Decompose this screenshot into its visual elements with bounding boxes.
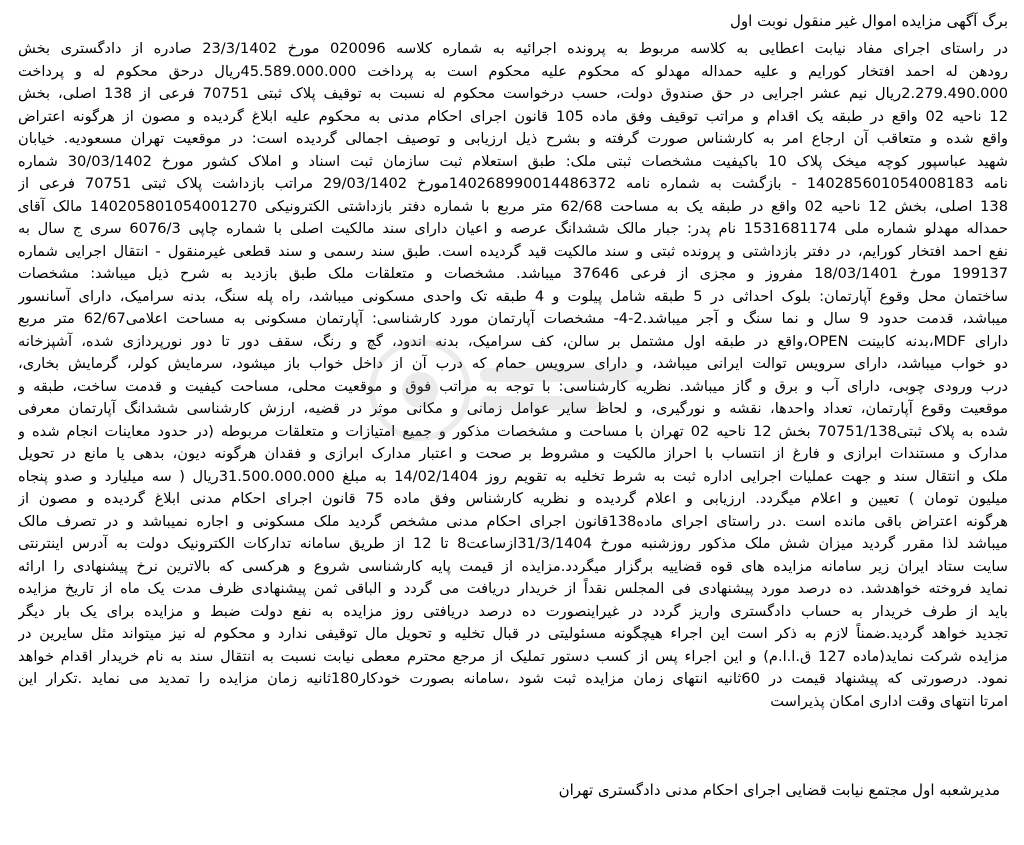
body-line-20: ملک و انتقال سند و جهت عملیات اجرایی اداره ثبت به شرط تخلیه به تقویم روز 14/02/1404 به مبلغ 31.500.000.000ریال ( سه میلیارد و صدو پنجاه xyxy=(18,467,1008,485)
notice-title: برگ آگهی مزایده اموال غیر منقول نوبت اول xyxy=(730,12,1008,30)
body-line-29: نمود. درصورتی که پیشنهاد قیمت در 60ثانیه انتهای زمان مزایده ثبت شود ،سامانه بصورت خودکار180ثانیه زمان مزایده را تمدید می نماید .تکرار این xyxy=(18,670,1008,687)
body-line-27: تجدید خواهد گردید.ضمناً لازم به ذکر است این اجراء هیچگونه مسئولیتی در قبال تخلیه و تحویل مال توقیفی ندارد و محکوم له نیز میتواند مثل سایرین در xyxy=(18,625,1008,642)
body-line-14: دارای MDF،بدنه کابینت OPEN،واقع در طبقه اول مشتمل بر سالن، کف سرامیک، بدنه اندود، گچ و رنگ، سقف دور تا دور نورپردازی شده، آشپزخانه xyxy=(18,332,1008,350)
body-line-25: نماید فروخته خواهدشد. ده درصد مورد پیشنهادی فی المجلس نقداً از خریدار دریافت می گردد و الباقی ثمن پیشنهادی ظرف مدت یک ماه از تاریخ مزایده xyxy=(18,580,1008,597)
body-line-8: 138 اصلی، بخش 12 ناحیه 02 واقع در طبقه یک به مساحت 62/68 متر مربع با شماره دفتر بازداشتی الکترونیکی 140205801054001270 مالک آقای xyxy=(18,197,1008,215)
body-line-9: حمداله مهدلو شماره ملی 1531681174 نام پدر: جبار مالک ششدانگ عرصه و اعیان دارای سند مالکیت اصلی با شماره چاپی 6076/3 سری ج سال به xyxy=(18,220,1008,237)
body-line-28: مزایده شرکت نماید(ماده 127 ق.ا.ا.م) و این اجراء پس از کسب دستور تملیک از مرجع محترم معطی نیابت نسبت به انتقال سند به نام خریدار اقدام خواهد xyxy=(18,647,1008,665)
body-line-2: رودهن له احمد افتخار کورایم و علیه حمداله مهدلو که محکوم علیه محکوم است به پرداخت 45.589.000.000ریال درحق محکوم له و پرداخت xyxy=(18,62,1008,80)
body-line-3: 2.279.490.000ریال نیم عشر اجرایی در حق صندوق دولت، حسب درخواست محکوم له نسبت به توقیف پلاک ثبتی 70751 فرعی از 138 اصلی، بخش xyxy=(18,85,1008,102)
body-line-21: میلیون تومان ) تعیین و اعلام میگردد. ارزیابی و اعلام گردیده و نظریه کارشناس وفق ماده 75 قانون اجرای احکام مدنی ابلاغ گردیده و مصون از xyxy=(18,490,1008,507)
body-line-23: میباشد لذا مقرر گردید میزان شش ملک مذکور روزشنبه مورخ 31/3/1404ازساعت8 تا 12 از طریق سامانه تدارکات الکترونیک دولت به آدرس اینترنتی xyxy=(18,535,1008,552)
body-line-4: 12 ناحیه 02 واقع در طبقه یک اقدام و مراتب توقیف وفق ماده 105 قانون اجرای احکام مدنی به محکوم علیه ابلاغ گردیده و مصون از هرگونه اعتراض xyxy=(18,107,1008,125)
body-line-7: نامه 140285601054008183 - بازگشت به شماره نامه 140268990014486372مورخ 29/03/1402 مراتب بازداشت پلاک ثبتی 70751 فرعی از xyxy=(18,175,1008,192)
body-line-12: ساختمان محل وقوع آپارتمان: بلوک احداثی در 5 طبقه شامل پیلوت و 4 طبقه تک واحدی مسکونی میباشد، راه پله سنگ، بدنه سرامیک، دارای آسانسور xyxy=(18,287,1008,305)
body-line-16: درب ورودی چوبی، دارای آب و برق و گاز میباشد. نظریه کارشناسی: با توجه به مراتب فوق و موقعیت محلی، مساحت کیفیت و قدمت ساخت، طبقه و xyxy=(18,377,1008,395)
body-line-26: باید از طرف خریدار به حساب دادگستری واریز گردد در غیراینصورت ده درصد دریافتی روز مزایده به نفع دولت ضبط و مزایده برای یک بار دیگر xyxy=(18,602,1008,620)
auction-notice xyxy=(8,0,1016,845)
body-line-5: واقع شده و متعاقب آن ارجاع امر به کارشناس صورت گرفته و بشرح ذیل ارزیابی و توصیف اجمالی گردیده است: در موقعیت تهران مسعودیه. خیابان xyxy=(18,130,1008,147)
body-line-18: شده به پلاک ثبتی70751/138 بخش 12 ناحیه 02 تهران با مساحت و مشخصات مذکور و جمیع امتیازات و متعلقات مربوطه (در حدود معاینات انجام شده و xyxy=(18,422,1008,440)
body-line-19: مدارک و مستندات ابرازی و فارغ از انتساب با احراز مالکیت و مشروط بر صحت و اعتبار مدارک ابرازی و فقدان هرگونه دیون، بدهی یا مانع در تحویل xyxy=(18,445,1008,462)
body-line-10: نفع احمد افتخار کورایم، در دفتر بازداشتی و پرونده ثبتی و سند مالکیت قید گردیده است. طبق سند رسمی و سند قطعی غیرمنقول - انتقال اجرایی شماره xyxy=(18,242,1008,260)
body-line-24: سایت ستاد ایران زیر سامانه مزایده های قوه قضاییه برگزار میگردد.مزایده از قیمت پایه کارشناسی شروع و هرکسی که بالاترین نرخ پیشنهادی را ارائه xyxy=(18,557,1008,575)
body-line-1: در راستای اجرای مفاد نیابت اعطایی به کلاسه مربوط به پرونده اجرائیه به شماره کلاسه 020096 مورخ 23/3/1402 صادره از دادگستری بخش xyxy=(18,40,1008,57)
body-line-22: هرگونه اعتراض باقی مانده است .در راستای اجرای ماده138قانون اجرای احکام مدنی مشخص گردید ملک مسکونی و اجاره نمیباشد و در تصرف مالک xyxy=(18,512,1008,530)
body-line-30: امرتا انتهای وقت اداری امکان پذیراست xyxy=(770,692,1008,710)
body-line-6: شهید عباسپور کوچه میخک پلاک 10 باکیفیت مشخصات ثبتی ملک: طبق استعلام ثبت سازمان ثبت اسناد و املاک کشور مورخ 30/03/1402 شماره xyxy=(18,152,1008,170)
body-line-15: دو خواب میباشد، دارای سرویس توالت ایرانی میباشد، و دارای سرویس حمام که درب آن از داخل خواب باز میشود، سرمایش کولر، گرمایش بخاری، xyxy=(18,355,1008,372)
signature: مدیرشعبه اول مجتمع نیابت قضایی اجرای احکام مدنی دادگستری تهران xyxy=(558,781,1000,799)
body-line-17: موقعیت وقوع آپارتمان، تعداد واحدها، نقشه و نورگیری، و لحاظ سایر عوامل زمانی و مکانی موثر در قضیه، ارزش کارشناسی ششدانگ آپارتمان معرفی xyxy=(18,400,1008,417)
body-line-13: میباشد، قدمت حدود 9 سال و نما سنگ و آجر میباشد.2-4- مشخصات آپارتمان مورد کارشناسی: آپارتمان مسکونی به مساحت اعلامی62/67 متر مربع xyxy=(18,310,1008,327)
body-line-11: 199137 مورخ 18/03/1401 مفروز و مجزی از فرعی 37646 میباشد. مشخصات و متعلقات ملک طبق بازدید به شرح ذیل میباشد: مشخصات xyxy=(18,265,1008,282)
notice-body xyxy=(18,38,1008,713)
